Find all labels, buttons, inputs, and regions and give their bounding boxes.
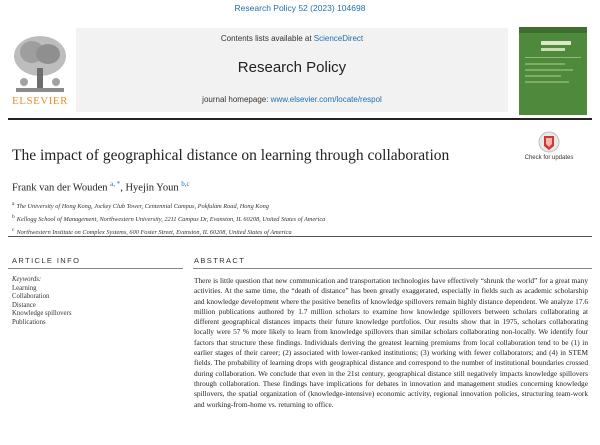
- affiliation-item: [12, 212, 325, 225]
- keywords-block: [12, 276, 71, 328]
- journal-banner: [76, 28, 508, 112]
- keyword-item: Knowledge spillovers: [12, 310, 72, 318]
- affiliation-label: a: [12, 201, 15, 207]
- keyword-item: Learning: [12, 284, 37, 292]
- contents-prefix: Contents lists available at: [220, 34, 314, 43]
- author-list: [12, 180, 190, 194]
- affiliation-text: The University of Hong Kong, Jockey Club Tower, Centennial Campus, Pokfulam Road, Hong Kong: [16, 203, 269, 211]
- author-name[interactable]: Hyejin Youn: [125, 182, 179, 194]
- abstract-heading: ABSTRACT: [194, 256, 246, 265]
- affiliation-label: c: [12, 227, 15, 234]
- journal-cover-image[interactable]: [519, 27, 587, 115]
- affiliation-item: [12, 199, 325, 212]
- article-info-heading: ARTICLE INFO: [12, 256, 81, 265]
- affiliation-text: Northwestern Institute on Complex Systems, 600 Foster Street, Evanston, IL 60208, United States of America: [16, 229, 292, 237]
- article-info-rule: [8, 268, 183, 269]
- check-for-updates-label[interactable]: Check for updates: [524, 155, 574, 161]
- crossmark-icon[interactable]: [526, 130, 572, 168]
- abstract-text: There is little question that new communication and transportation technologies have effectively “shrunk the world” for a great many activities. At the same time, the “death of distance” has been greatly exaggerated, especially in fields such as academic scholarship and knowledge development where the positive benefits of knowledge spillovers remain highly distance dependent. We analyze 17.6 million publications authored by 1.7 million scholars to examine how knowledge spillovers between scholars collaborating at different geographical distances impacts their future knowledge portfolios. Our results show that in 1975, scholars collaborating locally were 57 % more likely to learn from knowledge spillovers than similar scholars collaborating non-locally. We identify four factors that structure these findings. Individuals deriving the greatest learning premiums from local collaboration tend to be (1) in earlier stages of their career; (2) associated with lower-ranked institutions; (3) working with fewer collaborators; and (4) in STEM fields. The probability of learning drops with geographical distance and correspond to the number of institutional boundaries crossed during collaboration. We conclude that even in the 21st century, geographical distance still negatively impacts knowledge spillovers through collaboration. These findings have implications for debates in innovation and management studies concerning knowledge spillovers, the spatial organization of (knowledge-intensive) economic activity, regional innovation policies, structuring team-work and working-from-home vs. returning to office.: [194, 276, 588, 409]
- affiliations-rule: [8, 236, 592, 237]
- sciencedirect-link[interactable]: ScienceDirect: [313, 34, 364, 43]
- article-title: The impact of geographical distance on learning through collaboration: [12, 147, 450, 164]
- homepage-line: [76, 95, 508, 104]
- homepage-prefix: journal homepage:: [202, 95, 271, 104]
- affiliation-text: Kellogg School of Management, Northwestern University, 2211 Campus Dr, Evanston, IL 60208, United States of America: [16, 216, 326, 224]
- elsevier-tree-logo: [8, 32, 72, 104]
- journal-title: Research Policy: [237, 59, 347, 76]
- keyword-item: Distance: [12, 301, 36, 309]
- keyword-item: Publications: [12, 318, 46, 326]
- journal-reference[interactable]: Research Policy 52 (2023) 104698: [234, 3, 366, 13]
- contents-line: [76, 34, 508, 43]
- author-name[interactable]: Frank van der Wouden: [12, 182, 108, 194]
- journal-homepage-link[interactable]: www.elsevier.com/locate/respol: [270, 95, 382, 104]
- affiliation-label: b: [12, 214, 15, 221]
- abstract-rule: [193, 268, 592, 269]
- header-rule: [8, 118, 592, 120]
- keywords-heading: Keywords:: [12, 276, 42, 283]
- elsevier-wordmark: ELSEVIER: [12, 95, 68, 107]
- author-affiliation-marks[interactable]: a, *: [110, 180, 121, 188]
- affiliations: [12, 199, 325, 238]
- author-affiliation-marks[interactable]: b,c: [181, 180, 190, 188]
- keyword-item: Collaboration: [12, 293, 50, 301]
- author-separator: ,: [120, 182, 126, 194]
